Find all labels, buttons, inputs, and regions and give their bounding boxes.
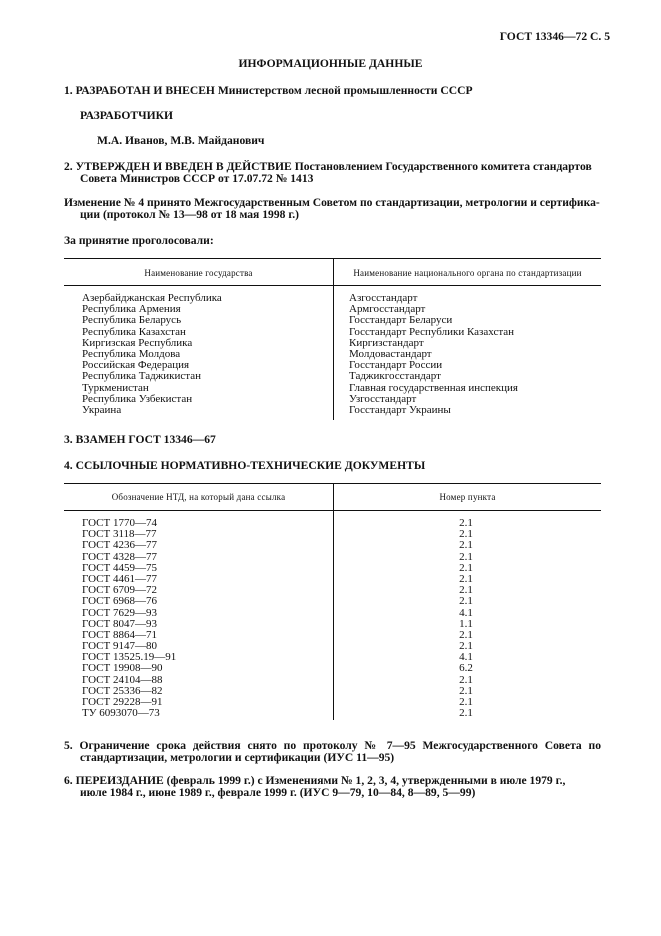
refs-clause-cell: 2.1 <box>459 684 473 697</box>
section-6-line2: июле 1984 г., июне 1989 г., феврале 1999 г. (ИУС 9—79, 10—84, 8—89, 5—99) <box>80 786 476 799</box>
votes-header-body: Наименование национального органа по стандартизации <box>353 268 582 278</box>
section-1-lead: РАЗРАБОТАН И ВНЕСЕН <box>75 84 215 97</box>
refs-clause-cell: 2.1 <box>459 517 473 529</box>
section-4: 4. ССЫЛОЧНЫЕ НОРМАТИВНО-ТЕХНИЧЕСКИЕ ДОКУМЕНТЫ <box>64 459 426 472</box>
refs-document-cell: ГОСТ 25336—82 <box>82 684 163 697</box>
votes-state-cell: Республика Таджикистан <box>82 370 201 383</box>
refs-header-clause: Номер пункта <box>439 492 496 502</box>
votes-state-cell: Республика Беларусь <box>82 314 182 327</box>
refs-document-cell: ГОСТ 4461—77 <box>82 572 157 585</box>
refs-document-cell: ГОСТ 24104—88 <box>82 673 163 686</box>
section-2-text: Постановлением Государственного комитета стандартов <box>294 160 592 173</box>
page-header: ГОСТ 13346—72 С. 5 <box>499 30 610 43</box>
section-1 <box>64 84 473 97</box>
votes-body-cell: Госстандарт России <box>349 359 443 372</box>
refs-document-cell: ГОСТ 7629—93 <box>82 606 157 619</box>
votes-state-cell: Республика Узбекистан <box>82 392 193 405</box>
section-2-lead: УТВЕРЖДЕН И ВВЕДЕН В ДЕЙСТВИЕ <box>75 160 292 173</box>
refs-clause-cell: 2.1 <box>459 528 473 541</box>
refs-document-cell: ГОСТ 1770—74 <box>82 517 157 529</box>
votes-states-column <box>82 293 222 416</box>
refs-documents-column <box>82 518 176 719</box>
refs-document-cell: ГОСТ 29228—91 <box>82 696 163 708</box>
votes-body-cell: Главная государственная инспекция <box>349 381 518 394</box>
refs-document-cell: ТУ 6093070—73 <box>82 707 160 720</box>
votes-header-state: Наименование государства <box>144 268 253 278</box>
votes-body-cell: Узгосстандарт <box>349 392 417 405</box>
refs-clauses-column <box>434 518 498 719</box>
votes-body-cell: Госстандарт Беларуси <box>349 314 453 327</box>
refs-clause-cell: 1.1 <box>459 617 473 630</box>
votes-body-cell: Госстандарт Республики Казахстан <box>349 325 515 338</box>
refs-clause-cell: 2.1 <box>459 628 473 641</box>
votes-bodies-column <box>349 293 518 416</box>
refs-clause-cell: 6.2 <box>459 662 473 675</box>
refs-clause-cell: 2.1 <box>459 561 473 574</box>
refs-document-cell: ГОСТ 19908—90 <box>82 662 163 675</box>
refs-document-cell: ГОСТ 6709—72 <box>82 584 157 597</box>
refs-document-cell: ГОСТ 4328—77 <box>82 550 157 563</box>
refs-document-cell: ГОСТ 8047—93 <box>82 617 157 630</box>
page-title: ИНФОРМАЦИОННЫЕ ДАННЫЕ <box>238 57 423 70</box>
section-1-number: 1. <box>64 84 73 97</box>
votes-state-cell: Азербайджанская Республика <box>82 292 222 304</box>
refs-clause-cell: 2.1 <box>459 584 473 597</box>
refs-clause-cell: 2.1 <box>459 640 473 653</box>
refs-document-cell: ГОСТ 6968—76 <box>82 595 157 608</box>
refs-document-cell: ГОСТ 4236—77 <box>82 539 157 552</box>
votes-state-cell: Киргизская Республика <box>82 336 193 349</box>
section-2-line2: Совета Министров СССР от 17.07.72 № 1413 <box>80 172 314 185</box>
refs-document-cell: ГОСТ 4459—75 <box>82 561 157 574</box>
refs-document-cell: ГОСТ 9147—80 <box>82 640 157 653</box>
refs-document-cell: ГОСТ 13525.19—91 <box>82 651 177 664</box>
votes-table-divider <box>333 258 334 420</box>
section-5-line1: 5. Ограничение срока действия снято по протоколу № 7—95 Межгосударственного Совета по <box>64 739 601 752</box>
votes-state-cell: Российская Федерация <box>82 359 190 372</box>
votes-state-cell: Туркменистан <box>82 381 149 394</box>
developers-names: М.А. Иванов, М.В. Майданович <box>97 134 265 147</box>
votes-state-cell: Украина <box>82 403 122 416</box>
section-1-text: Министерством лесной промышленности СССР <box>217 84 473 97</box>
refs-document-cell: ГОСТ 8864—71 <box>82 628 157 641</box>
amendment-line1: Изменение № 4 принято Межгосударственным Советом по стандартизации, метрологии и сертифика- <box>64 196 600 209</box>
votes-state-cell: Республика Армения <box>82 303 181 316</box>
refs-clause-cell: 2.1 <box>459 572 473 585</box>
refs-clause-cell: 4.1 <box>459 651 473 664</box>
voted-label: За принятие проголосовали: <box>64 234 214 247</box>
votes-body-cell: Госстандарт Украины <box>349 403 451 416</box>
refs-clause-cell: 2.1 <box>459 550 473 563</box>
section-2-number: 2. <box>64 160 73 173</box>
refs-clause-cell: 2.1 <box>459 539 473 552</box>
refs-clause-cell: 2.1 <box>459 595 473 608</box>
developers-heading: РАЗРАБОТЧИКИ <box>80 109 174 122</box>
votes-body-cell: Киргизстандарт <box>349 336 424 349</box>
votes-body-cell: Армгосстандарт <box>349 303 426 316</box>
refs-clause-cell: 2.1 <box>459 696 473 708</box>
refs-clause-cell: 2.1 <box>459 707 473 720</box>
votes-body-cell: Молдовастандарт <box>349 347 432 360</box>
section-5-line2: стандартизации, метрологии и сертификации (ИУС 11—95) <box>80 751 395 764</box>
votes-body-cell: Азгосстандарт <box>349 292 418 304</box>
refs-header-document: Обозначение НТД, на который дана ссылка <box>111 492 286 502</box>
section-3: 3. ВЗАМЕН ГОСТ 13346—67 <box>64 433 216 446</box>
votes-state-cell: Республика Молдова <box>82 347 181 360</box>
refs-document-cell: ГОСТ 3118—77 <box>82 528 157 541</box>
votes-body-cell: Таджикгосстандарт <box>349 370 441 383</box>
amendment-line2: ции (протокол № 13—98 от 18 мая 1998 г.) <box>80 208 300 221</box>
refs-table-divider <box>333 483 334 720</box>
refs-clause-cell: 2.1 <box>459 673 473 686</box>
votes-state-cell: Республика Казахстан <box>82 325 186 338</box>
refs-clause-cell: 4.1 <box>459 606 473 619</box>
section-6-line1: 6. ПЕРЕИЗДАНИЕ (февраль 1999 г.) с Изменениями № 1, 2, 3, 4, утвержденными в июле 1979 г., <box>64 774 566 787</box>
